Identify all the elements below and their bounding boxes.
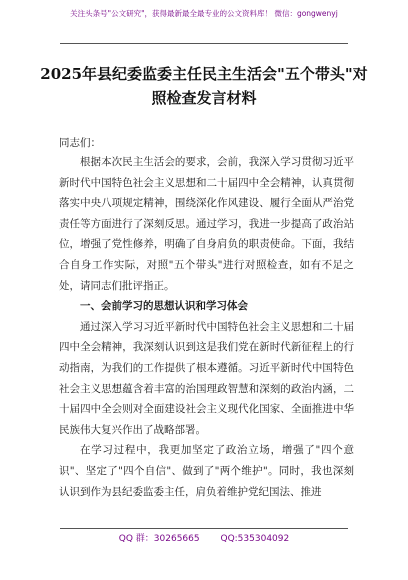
paragraph-study-2: 在学习过程中，我更加坚定了政治立场，增强了"四个意识"、坚定了"四个自信"、做到了"两个维护"。同时，我也深刻认识到作为县纪委监委主任，肩负着维护党纪国法、推进: [59, 444, 354, 498]
section-heading-1: 一、会前学习的思想认识和学习体会: [80, 300, 248, 313]
footer-qq-group: QQ 群：30265665: [118, 534, 200, 544]
document-title: 2025年县纪委监委主任民主生活会"五个带头"对照检查发言材料: [40, 65, 368, 107]
paragraph-intro: 根据本次民主生活会的要求，会前，我深入学习贯彻习近平新时代中国特色社会主义思想和二十届四中全会精神，认真贯彻落实中央八项规定精神，围绕深化作风建设、履行全面从严治党责任等方面进行了深刻反思。通过学习，我进一步提高了政治站位，增强了党性修养，明确了自身肩负的职责使命。下面，我结合自身工作实际，对照"五个带头"进行对照检查，如有不足之处，请同志们批评指正。: [59, 156, 354, 292]
footer-qq-contact: QQ:535304092: [220, 534, 290, 544]
page-header-banner: 关注头条号"公文研究"，获得最新最全最专业的公文资料库！ 微信：gongwenyj: [70, 9, 338, 18]
header-divider: [60, 43, 348, 44]
salutation: 同志们：: [59, 137, 101, 149]
paragraph-study-1: 通过深入学习习近平新时代中国特色社会主义思想和二十届四中全会精神，我深刻认识到这是我们党在新时代新征程上的行动指南，为我们的工作提供了根本遵循。习近平新时代中国特色社会主义思想蕴含着丰富的治国理政智慧和深刻的政治内涵，二十届四中全会则对全面建设社会主义现代化国家、全面推进中华民族伟大复兴作出了战略部署。: [59, 320, 354, 436]
page-footer: [0, 532, 408, 546]
footer-divider: [60, 528, 348, 529]
document-body: [59, 152, 354, 502]
